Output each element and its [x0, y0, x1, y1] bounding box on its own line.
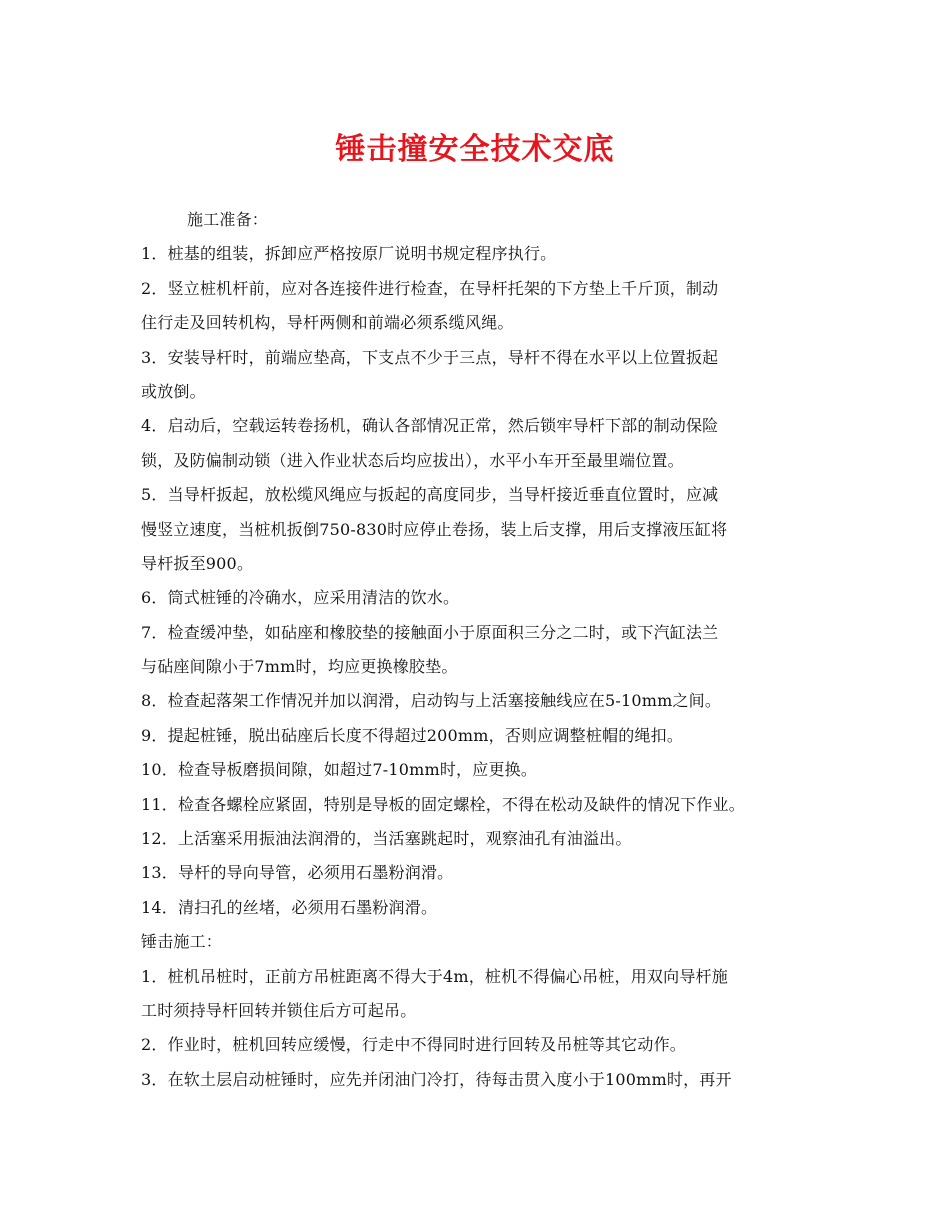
text-line: 14．清扫孔的丝堵，必须用石墨粉润滑。 — [141, 897, 438, 917]
text-line: 工时须持导杆回转并锁住后方可起吊。 — [141, 1000, 417, 1020]
section-heading-hammering: 锤击施工： — [141, 932, 223, 952]
text-line: 慢竖立速度，当桩机扳倒750-830时应停止卷扬，装上后支撑，用后支撑液压缸将 — [141, 519, 728, 539]
text-line: 4．启动后，空载运转卷扬机，确认各部情况正常，然后锁牢导杆下部的制动保险 — [141, 416, 719, 436]
text-line: 12．上活塞采用振油法润滑的，当活塞跳起时，观察油孔有油溢出。 — [141, 829, 632, 849]
text-line: 2．作业时，桩机回转应缓慢，行走中不得同时进行回转及吊桩等其它动作。 — [141, 1035, 686, 1055]
text-line: 10．检查导板磨损间隙，如超过7-10mm时，应更换。 — [141, 760, 538, 780]
text-line: 6．筒式桩锤的冷确水，应采用清洁的饮水。 — [141, 588, 460, 608]
text-line: 锁，及防偏制动锁（进入作业状态后均应拔出），水平小车开至最里端位置。 — [141, 450, 684, 470]
text-line: 导杆扳至900。 — [141, 553, 254, 573]
text-line: 住行走及回转机构，导杆两侧和前端必须系缆风绳。 — [141, 313, 514, 333]
text-line: 11．检查各螺栓应紧固，特别是导板的固定螺栓，不得在松动及缺件的情况下作业。 — [141, 794, 745, 814]
text-line: 或放倒。 — [141, 381, 206, 401]
section-heading-preparation: 施工准备： — [187, 210, 269, 229]
text-line: 3．安装导杆时，前端应垫高，下支点不少于三点，导杆不得在水平以上位置扳起 — [141, 347, 719, 367]
text-line: 与砧座间隙小于7mm时，均应更换橡胶垫。 — [141, 657, 458, 677]
text-line: 5．当导杆扳起，放松缆风绳应与扳起的高度同步，当导杆接近垂直位置时，应减 — [141, 485, 719, 505]
text-line: 3．在软土层启动桩锤时，应先并闭油门冷打，待每击贯入度小于100mm时，再开 — [141, 1069, 732, 1089]
text-line: 1．桩机吊桩时，正前方吊桩距离不得大于4m，桩机不得偏心吊桩，用双向导杆施 — [141, 966, 728, 986]
text-line: 13．导杆的导向导管，必须用石墨粉润滑。 — [141, 863, 454, 883]
text-line: 9．提起桩锤，脱出砧座后长度不得超过200mm，否则应调整桩帽的绳扣。 — [141, 725, 684, 745]
text-line: 7．检查缓冲垫，如砧座和橡胶垫的接触面小于原面积三分之二时，或下汽缸法兰 — [141, 622, 719, 642]
document-title: 锤击撞安全技术交底 — [335, 132, 615, 167]
document-body — [141, 203, 841, 1097]
text-line: 2．竖立桩机杆前，应对各连接件进行检查，在导杆托架的下方垫上千斤顶，制动 — [141, 278, 719, 298]
text-line: 8．检查起落架工作情况并加以润滑，启动钩与上活塞接触线应在5-10mm之间。 — [141, 691, 722, 711]
text-line: 1．桩基的组装，拆卸应严格按原厂说明书规定程序执行。 — [141, 244, 557, 264]
